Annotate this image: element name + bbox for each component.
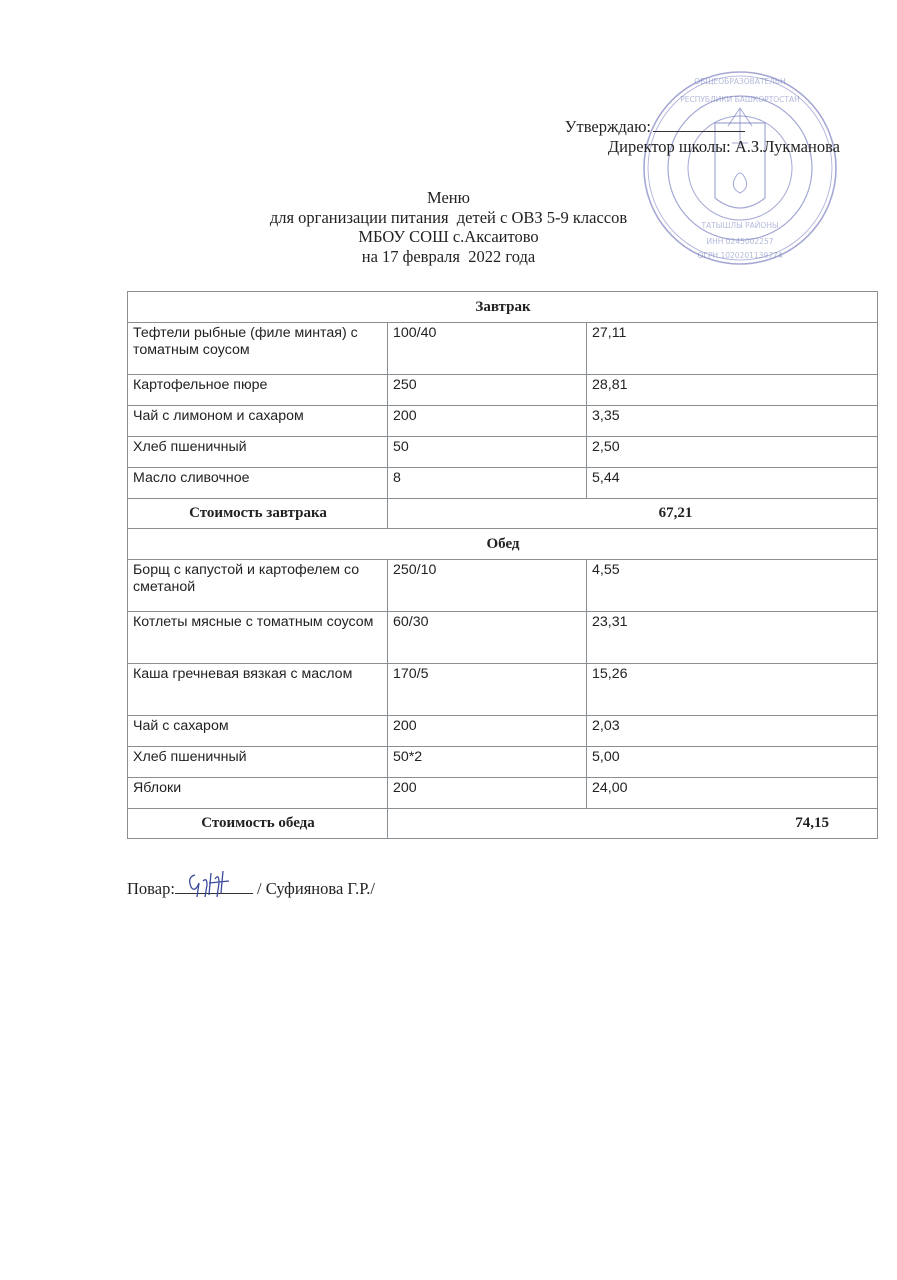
lunch-header: Обед [128, 529, 878, 560]
dish-price: 5,44 [587, 468, 878, 499]
breakfast-total-label: Стоимость завтрака [128, 499, 388, 529]
dish-price: 4,55 [587, 560, 878, 612]
lunch-total-row [128, 809, 878, 839]
svg-text:ОГРН 1020201139774: ОГРН 1020201139774 [697, 251, 783, 260]
table-row [128, 437, 878, 468]
dish-name: Борщ с капустой и картофелем со сметаной [128, 560, 388, 612]
approval-label: Утверждаю: [564, 117, 651, 136]
lunch-section-header [128, 529, 878, 560]
svg-text:ТАТЫШЛЫ РАЙОНЫ: ТАТЫШЛЫ РАЙОНЫ [701, 221, 779, 230]
table-row [128, 468, 878, 499]
table-row [128, 778, 878, 809]
cook-signature [175, 877, 253, 894]
svg-text:РЕСПУБЛИКИ БАШКОРТОСТАН: РЕСПУБЛИКИ БАШКОРТОСТАН [680, 95, 800, 104]
table-row [128, 323, 878, 375]
breakfast-header: Завтрак [128, 292, 878, 323]
table-row [128, 612, 878, 664]
dish-price: 2,03 [587, 716, 878, 747]
svg-text:ИНН 0245002257: ИНН 0245002257 [706, 237, 774, 246]
breakfast-section-header [128, 292, 878, 323]
dish-portion: 200 [388, 716, 587, 747]
dish-price: 5,00 [587, 747, 878, 778]
dish-name: Масло сливочное [128, 468, 388, 499]
approval-block [565, 117, 840, 157]
dish-price: 24,00 [587, 778, 878, 809]
dish-name: Картофельное пюре [128, 375, 388, 406]
table-row [128, 375, 878, 406]
approval-signature-line [653, 131, 745, 132]
dish-portion: 200 [388, 406, 587, 437]
dish-portion: 8 [388, 468, 587, 499]
lunch-total-label: Стоимость обеда [128, 809, 388, 839]
lunch-total-value: 74,15 [388, 809, 878, 839]
breakfast-total-value: 67,21 [388, 499, 878, 529]
table-row [128, 406, 878, 437]
cook-signature-block [127, 877, 375, 899]
dish-portion: 250 [388, 375, 587, 406]
dish-price: 3,35 [587, 406, 878, 437]
dish-price: 28,81 [587, 375, 878, 406]
menu-table [127, 291, 878, 839]
dish-price: 27,11 [587, 323, 878, 375]
table-row [128, 747, 878, 778]
title-school: МБОУ СОШ с.Аксаитово [358, 227, 539, 246]
title-purpose: для организации питания детей с ОВЗ 5-9 классов [269, 207, 628, 227]
cook-label: Повар: [127, 879, 175, 898]
svg-text:ОБЩЕОБРАЗОВАТЕЛЬН: ОБЩЕОБРАЗОВАТЕЛЬН [694, 77, 786, 86]
dish-name: Хлеб пшеничный [128, 747, 388, 778]
handwritten-signature-icon [185, 867, 245, 901]
table-row [128, 716, 878, 747]
dish-name: Тефтели рыбные (филе минтая) с томатным соусом [128, 323, 388, 375]
title-menu: Меню [427, 188, 470, 207]
dish-name: Котлеты мясные с томатным соусом [128, 612, 388, 664]
dish-name: Каша гречневая вязкая с маслом [128, 664, 388, 716]
dish-name: Яблоки [128, 778, 388, 809]
dish-portion: 200 [388, 778, 587, 809]
dish-portion: 170/5 [388, 664, 587, 716]
dish-portion: 50 [388, 437, 587, 468]
document-title [0, 188, 897, 266]
title-date: на 17 февраля 2022 года [361, 246, 536, 266]
dish-name: Чай с лимоном и сахаром [128, 406, 388, 437]
dish-price: 15,26 [587, 664, 878, 716]
dish-name: Чай с сахаром [128, 716, 388, 747]
breakfast-total-row [128, 499, 878, 529]
dish-portion: 50*2 [388, 747, 587, 778]
dish-portion: 100/40 [388, 323, 587, 375]
dish-price: 23,31 [587, 612, 878, 664]
table-row [128, 560, 878, 612]
director-line: Директор школы: А.З.Лукманова [607, 137, 840, 156]
dish-portion: 250/10 [388, 560, 587, 612]
table-row [128, 664, 878, 716]
dish-portion: 60/30 [388, 612, 587, 664]
dish-price: 2,50 [587, 437, 878, 468]
dish-name: Хлеб пшеничный [128, 437, 388, 468]
cook-name: / Суфиянова Г.Р./ [257, 879, 376, 898]
